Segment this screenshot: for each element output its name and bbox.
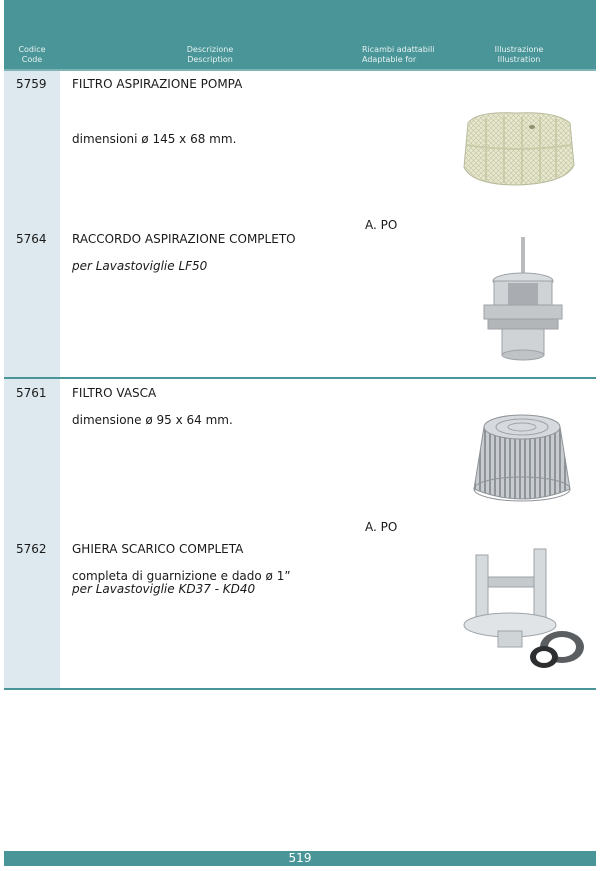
header-code — [4, 45, 60, 65]
header-illus-it: Illustrazione — [494, 45, 544, 54]
round-filter-image — [466, 405, 578, 515]
suction-fitting-image — [478, 237, 568, 371]
header-illus-en: Illustration — [497, 55, 541, 64]
product-title: FILTRO VASCA — [72, 386, 157, 400]
header-adaptable — [362, 45, 462, 65]
header-adapt-en: Adaptable for — [362, 55, 417, 64]
product-code: 5759 — [16, 77, 47, 91]
product-description: dimensioni ø 145 x 68 mm. — [72, 132, 237, 146]
product-code: 5764 — [16, 232, 47, 246]
code-column — [4, 71, 60, 379]
product-description: dimensione ø 95 x 64 mm. — [72, 413, 233, 427]
section-divider — [4, 688, 596, 690]
product-title: FILTRO ASPIRAZIONE POMPA — [72, 77, 243, 91]
drain-ring-image — [458, 547, 586, 675]
adaptable-for: A. PO — [365, 520, 398, 534]
product-code: 5761 — [16, 386, 47, 400]
product-description: completa di guarnizione e dado ø 1” — [72, 569, 291, 583]
product-description: per Lavastoviglie LF50 — [72, 259, 208, 273]
product-title: GHIERA SCARICO COMPLETA — [72, 542, 244, 556]
header-illustration — [464, 45, 574, 65]
header-desc-en: Description — [187, 55, 233, 64]
product-group-2 — [4, 379, 596, 690]
adaptable-for: A. PO — [365, 218, 398, 232]
header-code-it: Codice — [18, 45, 46, 54]
product-code: 5762 — [16, 542, 47, 556]
table-header — [4, 41, 596, 69]
footer-bar — [4, 851, 596, 866]
header-code-en: Code — [21, 55, 43, 64]
header-description — [60, 45, 360, 65]
top-banner — [4, 0, 596, 41]
product-group-1 — [4, 71, 596, 379]
rectangular-filter-image — [456, 103, 582, 197]
page-number: 519 — [288, 851, 312, 865]
header-adapt-it: Ricambi adattabili — [362, 45, 435, 54]
product-title: RACCORDO ASPIRAZIONE COMPLETO — [72, 232, 296, 246]
code-column — [4, 379, 60, 690]
product-description-adaptable: per Lavastoviglie KD37 - KD40 — [72, 582, 256, 596]
header-desc-it: Descrizione — [186, 45, 234, 54]
